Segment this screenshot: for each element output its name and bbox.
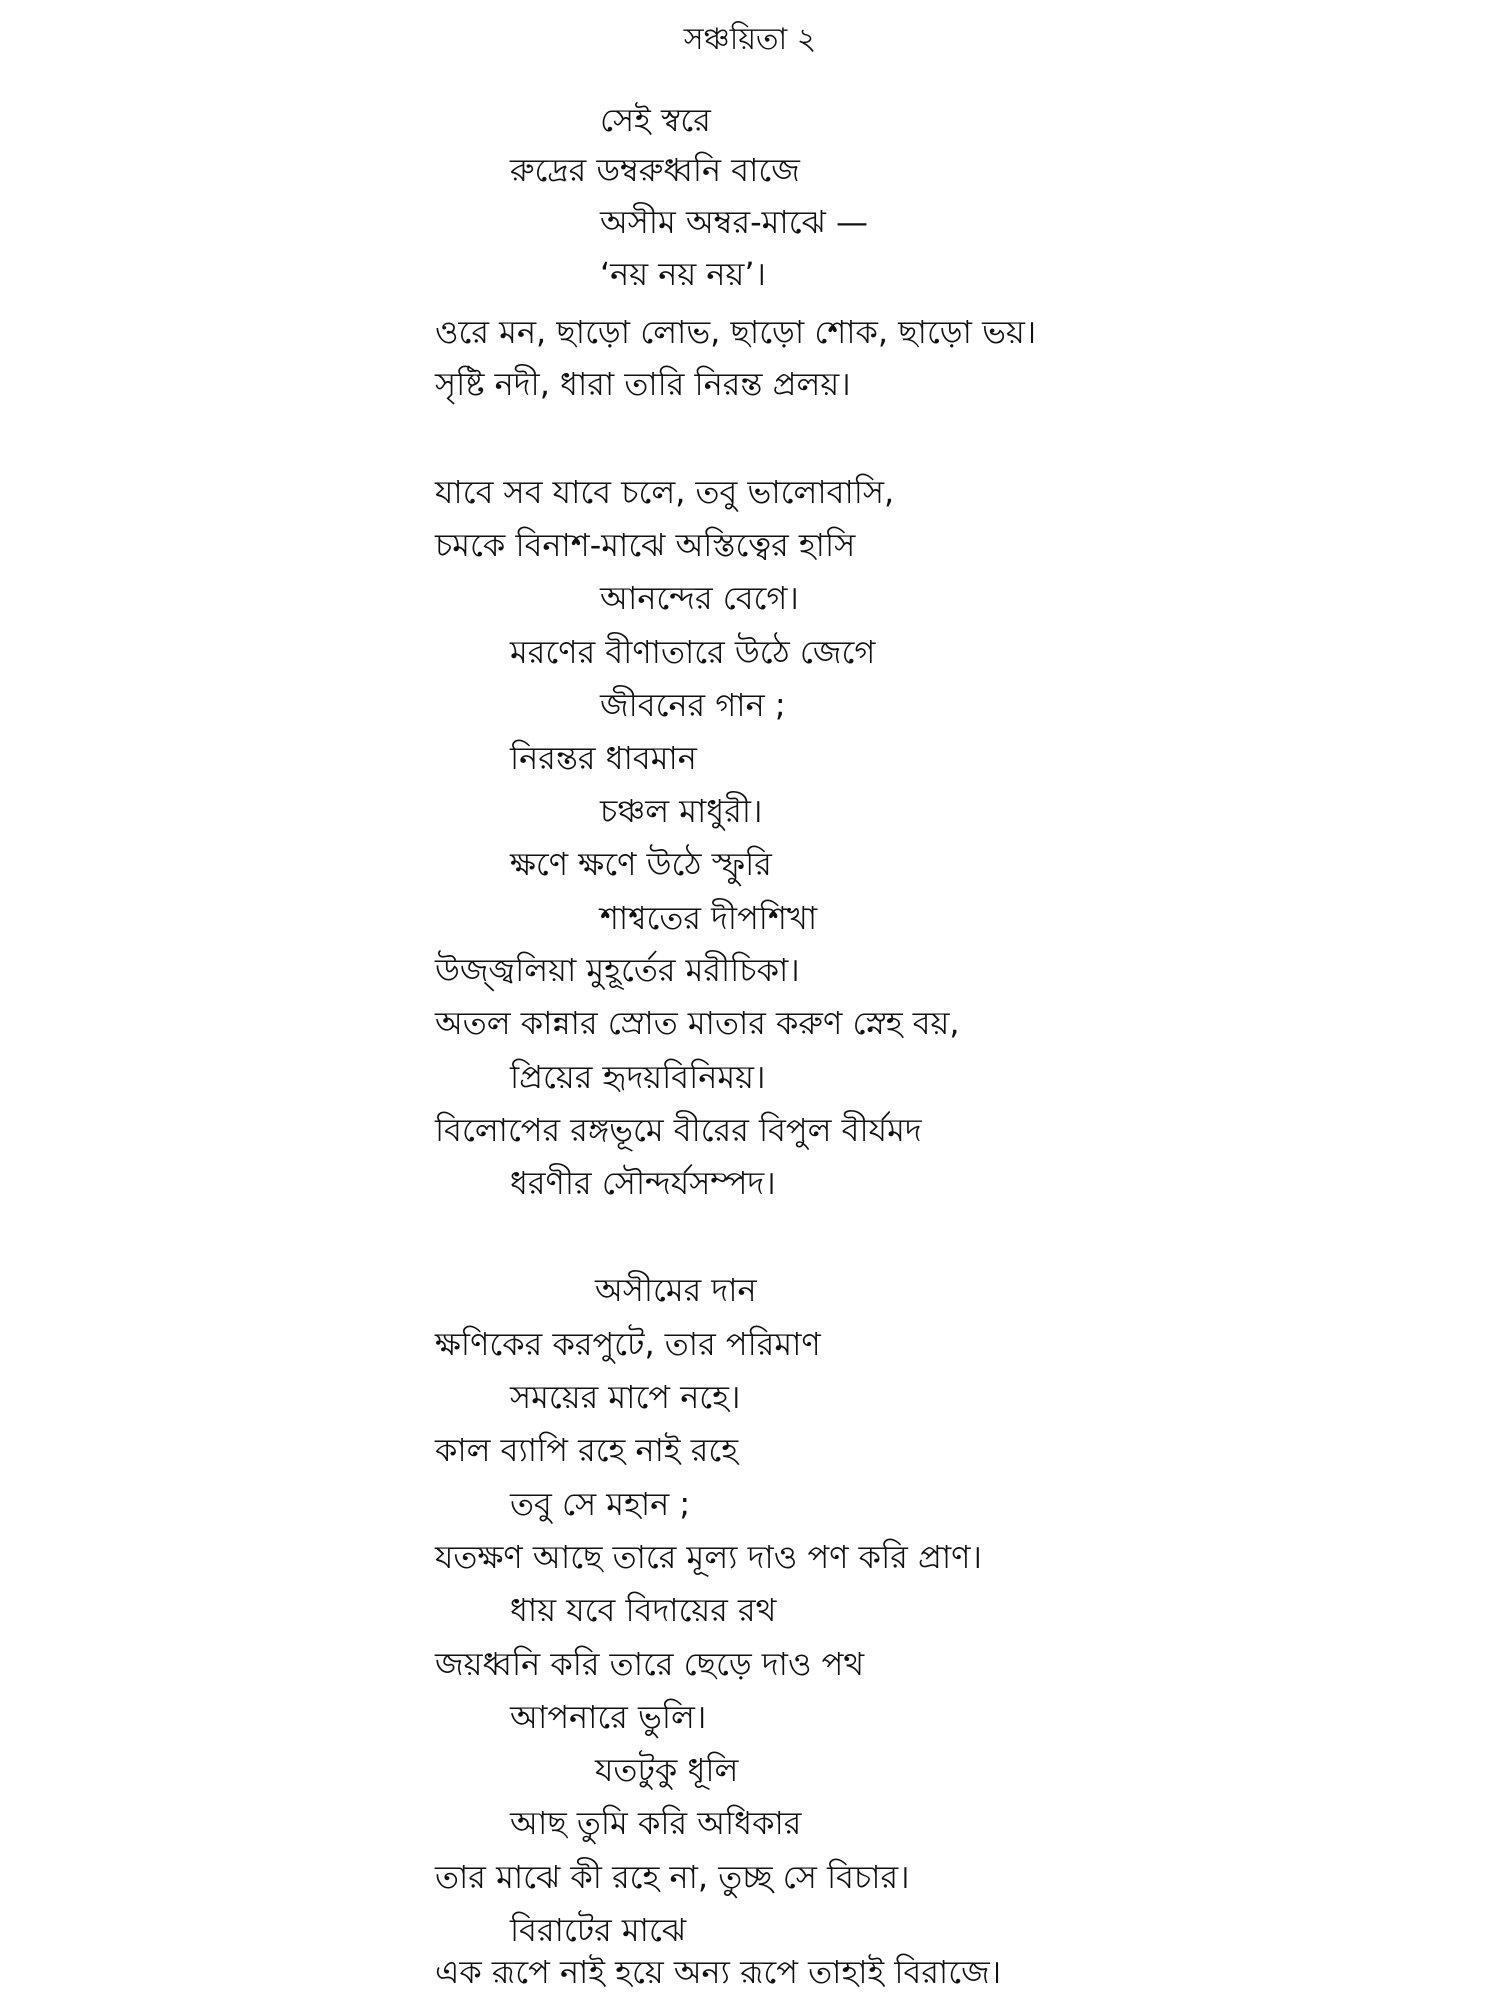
poem-line: জয়ধ্বনি করি তারে ছেড়ে দাও পথ [435,1645,865,1683]
poem-line: এক রূপে নাই হয়ে অন্য রূপে তাহাই বিরাজে। [435,1953,1002,1991]
poem-line: উজ্জ্বলিয়া মুহূর্তের মরীচিকা। [435,951,800,989]
poem-line: তবু সে মহান ; [510,1485,691,1523]
poem-line: আছ তুমি করি অধিকার [510,1804,802,1842]
poem-line: চঞ্চল মাধুরী। [600,792,763,830]
poem-line: নিরন্তর ধাবমান [510,739,697,777]
poem-line: সময়ের মাপে নহে। [510,1378,741,1416]
poem-line: চমকে বিনাশ-মাঝে অস্তিত্বের হাসি [435,526,856,564]
poem-line: ধায় যবে বিদায়ের রথ [510,1591,777,1629]
poem-line: জীবনের গান ; [600,686,786,724]
running-head: সঞ্চয়িতা ২ [683,22,817,57]
poem-line: যতক্ষণ আছে তারে মূল্য দাও পণ করি প্রাণ। [435,1538,982,1576]
poem-line: যাবে সব যাবে চলে, তবু ভালোবাসি, [435,473,895,511]
poem-line: বিলোপের রঙ্গভূমে বীরের বিপুল বীর্যমদ [435,1111,922,1149]
poem-line: সেই স্বরে [600,101,711,139]
poem-line: প্রিয়ের হৃদয়বিনিময়। [510,1058,766,1096]
poem-line: বিরাটের মাঝে [510,1911,687,1949]
poem-line: অসীম অম্বর-মাঝে — [600,203,868,241]
poem-line: আনন্দের বেগে। [600,579,799,617]
poem-line: যতটুকু ধূলি [595,1751,739,1789]
poem-line: ক্ষণিকের করপুটে, তার পরিমাণ [435,1325,821,1363]
poem-line: অতল কান্নার স্রোত মাতার করুণ স্নেহ বয়, [435,1004,960,1042]
poem-line: মরণের বীণাতারে উঠে জেগে [510,633,876,671]
poem-line: ক্ষণে ক্ষণে উঠে স্ফুরি [510,845,772,883]
poem-line: রুদ্রের ডম্বরুধ্বনি বাজে [510,151,800,189]
poem-line: শাশ্বতের দীপশিখা [600,899,818,937]
poem-line: সৃষ্টি নদী, ধারা তারি নিরন্ত প্রলয়। [435,365,851,403]
poem-line: ধরণীর সৌন্দর্যসম্পদ। [510,1164,776,1202]
poem-line: ওরে মন, ছাড়ো লোভ, ছাড়ো শোক, ছাড়ো ভয়। [435,313,1037,351]
poem-line: অসীমের দান [595,1271,757,1309]
poem-line: কাল ব্যাপি রহে নাই রহে [435,1431,739,1469]
poem-line: তার মাঝে কী রহে না, তুচ্ছ সে বিচার। [435,1858,910,1896]
poem-line: ‘নয় নয় নয়’। [600,255,766,293]
poem-line: আপনারে ভুলি। [510,1698,707,1736]
